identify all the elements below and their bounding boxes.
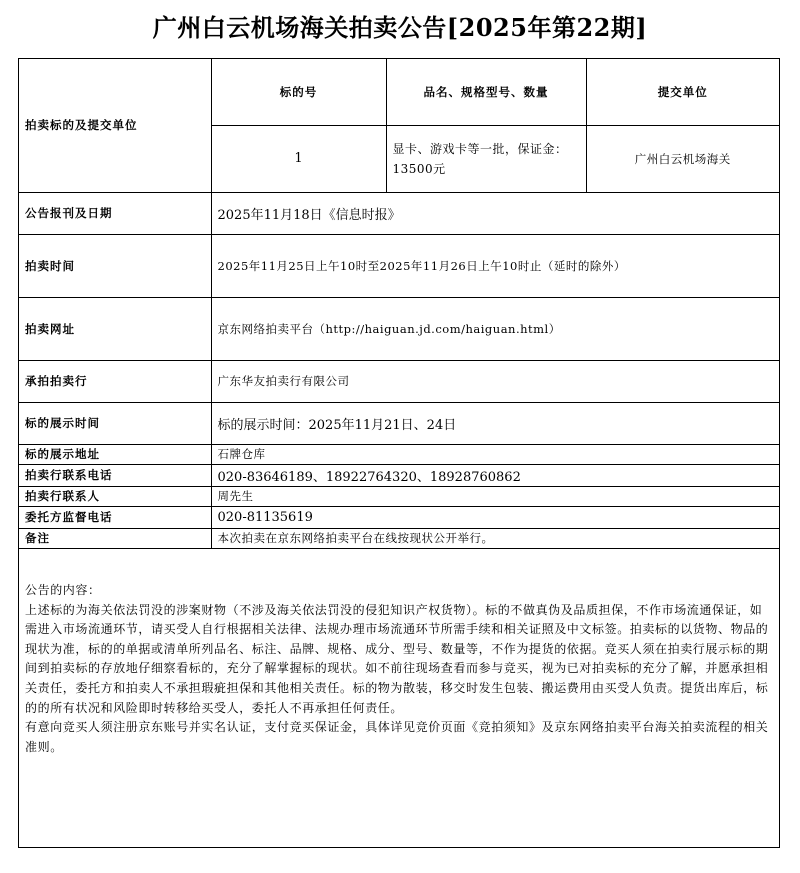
contact-label: 拍卖行联系人 (19, 486, 211, 506)
goods-description: 显卡、游戏卡等一批，保证金：13500元 (386, 125, 586, 192)
page-title: 广州白云机场海关拍卖公告[2025年第22期] (152, 13, 648, 42)
auction-time-value: 2025年11月25日上午10时至2025年11月26日上午10时止（延时的除外） (211, 234, 779, 297)
unit-column-header: 提交单位 (586, 59, 779, 125)
goods-column-header: 品名、规格型号、数量 (386, 59, 586, 125)
display-time-label: 标的展示时间 (19, 402, 211, 444)
lot-number: 1 (211, 125, 386, 192)
phone-label: 拍卖行联系电话 (19, 464, 211, 486)
lot-column-header: 标的号 (211, 59, 386, 125)
submitting-unit: 广州白云机场海关 (586, 125, 779, 192)
announcement-frame (18, 58, 780, 848)
auction-info-table (19, 59, 779, 549)
auction-time-label: 拍卖时间 (19, 234, 211, 297)
auctioneer-label: 承拍拍卖行 (19, 360, 211, 402)
notice-paragraph-1: 上述标的为海关依法罚没的涉案财物（不涉及海关依法罚没的侵犯知识产权货物）。标的不做真伪及品质担保，不作市场流通保证，如需进入市场流通环节，请买受人自行根据相关法律、法规办理市场流通环节所需手续和相关证照及中文标签。拍卖标的以货物、物品的现状为准，标的的单据或清单所列品名、标注、品牌、规格、成分、型号、数量等，不作为提货的依据。竞买人须在拍卖行展示标的期间到拍卖标的存放地仔细察看标的，充分了解掌握标的现状。如不前往现场查看而参与竞买，视为已对拍卖标的充分了解，并愿承担相关责任，委托方和拍卖人不承担瑕疵担保和其他相关责任。标的物为散装，移交时发生包装、搬运费用由买受人负责。提货出库后，标的的所有状况和风险即时转移给买受人，委托人不再承担任何责任。 (25, 602, 769, 715)
remark-value: 本次拍卖在京东网络拍卖平台在线按现状公开举行。 (211, 528, 779, 548)
notice-content (25, 581, 773, 757)
auction-site-value: 京东网络拍卖平台（http://haiguan.jd.com/haiguan.html） (211, 297, 779, 360)
notice-heading: 公告的内容： (25, 583, 101, 597)
supervise-phone-value: 020-81135619 (211, 506, 779, 528)
remark-label: 备注 (19, 528, 211, 548)
contact-value: 周先生 (211, 486, 779, 506)
display-time-value: 标的展示时间：2025年11月21日、24日 (211, 402, 779, 444)
display-address-value: 石牌仓库 (211, 444, 779, 464)
subject-label: 拍卖标的及提交单位 (19, 59, 211, 192)
auctioneer-value: 广东华友拍卖行有限公司 (211, 360, 779, 402)
supervise-phone-label: 委托方监督电话 (19, 506, 211, 528)
auction-site-label: 拍卖网址 (19, 297, 211, 360)
display-address-label: 标的展示地址 (19, 444, 211, 464)
announce-value: 2025年11月18日《信息时报》 (211, 192, 779, 234)
announce-label: 公告报刊及日期 (19, 192, 211, 234)
phone-value: 020-83646189、18922764320、18928760862 (211, 464, 779, 486)
notice-paragraph-2: 有意向竞买人须注册京东账号并实名认证，支付竞买保证金，具体详见竞价页面《竞拍须知》及京东网络拍卖平台海关拍卖流程的相关准则。 (25, 720, 769, 754)
